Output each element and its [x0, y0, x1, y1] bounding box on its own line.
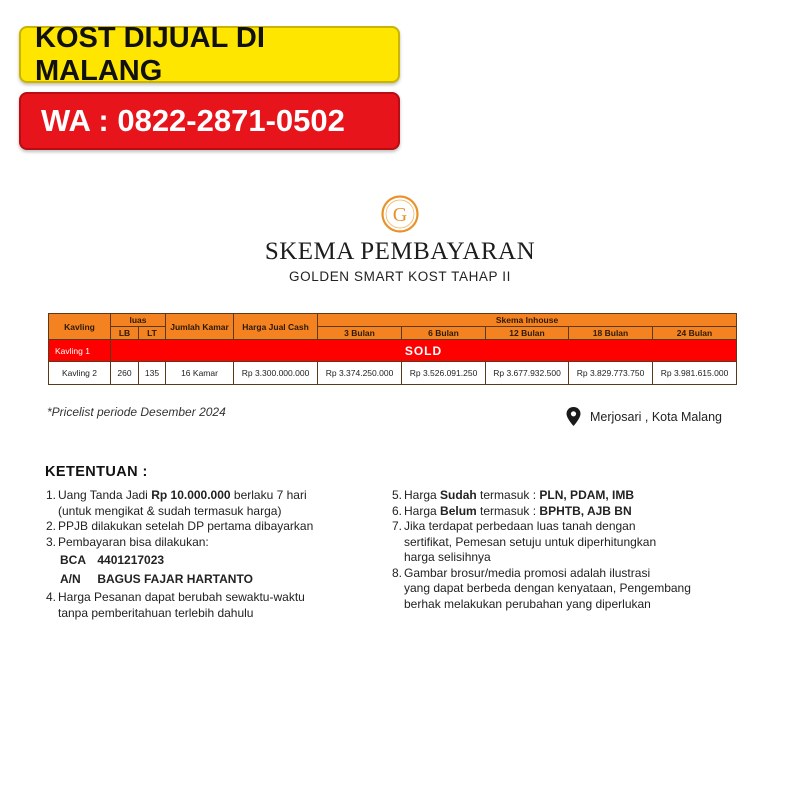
page-subtitle: GOLDEN SMART KOST TAHAP II	[289, 269, 511, 284]
list-item: 5. Harga Sudah termasuk : PLN, PDAM, IMB	[392, 488, 635, 502]
item-text: Harga	[404, 503, 441, 518]
item-text-bold: PLN, PDAM, IMB	[539, 488, 635, 502]
cell-6-bulan: Rp 3.526.091.250	[402, 362, 486, 385]
ketentuan-list-right	[392, 488, 752, 612]
item-text: tanpa pemberitahuan terlebih dahulu	[58, 605, 254, 620]
account-holder	[46, 572, 376, 588]
golden-logo-icon	[380, 194, 420, 234]
cell-cash: Rp 3.300.000.000	[234, 362, 318, 385]
header-skema-inhouse: Skema Inhouse	[318, 314, 737, 327]
header-tenor-12: 12 Bulan	[486, 327, 569, 340]
contact-banner-text: WA : 0822-2871-0502	[41, 103, 345, 138]
item-text: termasuk :	[476, 503, 540, 518]
cell-lt: 135	[139, 362, 166, 385]
item-text: yang dapat berbeda dengan kenyataan, Pengembang	[404, 581, 691, 595]
bank-label: BCA	[60, 553, 86, 567]
header-lb: LB	[111, 327, 139, 340]
cell-18-bulan: Rp 3.829.773.750	[569, 362, 653, 385]
item-text: sertifikat, Pemesan setuju untuk diperhitungkan	[404, 534, 657, 549]
item-text-bold: BPHTB, AJB BN	[539, 503, 632, 518]
table-row-sold	[49, 340, 737, 362]
cell-kavling-1: Kavling 1	[49, 340, 111, 362]
holder-label: A/N	[60, 571, 81, 586]
header-tenor-18: 18 Bulan	[569, 327, 653, 340]
item-text: PPJB dilakukan setelah DP pertama dibayarkan	[58, 519, 314, 533]
header-tenor-3: 3 Bulan	[318, 327, 402, 340]
cell-kamar: 16 Kamar	[166, 362, 234, 385]
list-item: 1. Uang Tanda Jadi Rp 10.000.000 berlaku 7 hari (untuk mengikat & sudah termasuk harga)	[46, 488, 307, 518]
item-text-bold: Belum	[440, 503, 477, 518]
cell-lb: 260	[111, 362, 139, 385]
price-table	[48, 313, 737, 385]
list-item: 4. Harga Pesanan dapat berubah sewaktu-waktu tanpa pemberitahuan terlebih dahulu	[46, 590, 305, 620]
item-text: Gambar brosur/media promosi adalah ilustrasi	[404, 565, 651, 580]
page-title: SKEMA PEMBAYARAN	[264, 238, 536, 265]
list-item: 6. Harga Belum termasuk : BPHTB, AJB BN	[392, 503, 632, 518]
item-text: Harga	[404, 488, 441, 502]
header-luas: luas	[111, 314, 166, 327]
location-text: Merjosari , Kota Malang	[590, 409, 723, 424]
item-text-bold: Sudah	[440, 488, 477, 502]
header-kavling: Kavling	[49, 314, 111, 340]
cell-3-bulan: Rp 3.374.250.000	[318, 362, 402, 385]
item-text: Uang Tanda Jadi	[58, 488, 152, 502]
item-text: (untuk mengikat & sudah termasuk harga)	[58, 503, 282, 518]
item-text: Harga Pesanan dapat berubah sewaktu-waktu	[58, 590, 305, 604]
bank-account	[46, 553, 376, 569]
sold-status: SOLD	[111, 340, 737, 362]
item-text: Jika terdapat perbedaan luas tanah dengan	[404, 519, 636, 533]
list-item: 7. Jika terdapat perbedaan luas tanah dengan sertifikat, Pemesan setuju untuk diperhitungkan harga selisihnya	[392, 519, 657, 564]
item-text: Pembayaran bisa dilakukan:	[58, 534, 209, 549]
title-banner-text: KOST DIJUAL DI MALANG	[35, 21, 265, 87]
location	[566, 407, 722, 426]
bank-number: 4401217023	[97, 553, 165, 567]
table-row	[49, 362, 737, 385]
cell-kavling-2: Kavling 2	[49, 362, 111, 385]
header-jumlah-kamar: Jumlah Kamar	[166, 314, 234, 340]
cell-12-bulan: Rp 3.677.932.500	[486, 362, 569, 385]
contact-banner	[19, 92, 400, 150]
cell-24-bulan: Rp 3.981.615.000	[653, 362, 737, 385]
map-pin-icon	[566, 407, 581, 426]
list-item: 2. PPJB dilakukan setelah DP pertama dibayarkan	[46, 519, 376, 535]
item-text: berlaku 7 hari	[230, 488, 307, 502]
ketentuan-title: KETENTUAN :	[45, 464, 148, 480]
item-text-bold: Rp 10.000.000	[151, 488, 231, 502]
ketentuan-list-left	[46, 488, 376, 621]
list-item: 3. Pembayaran bisa dilakukan:	[46, 535, 376, 551]
holder-name: BAGUS FAJAR HARTANTO	[97, 571, 253, 586]
list-item: 8. Gambar brosur/media promosi adalah ilustrasi yang dapat berbeda dengan kenyataan, Pengembang berhak melakukan perubahan yang diperlukan	[392, 565, 691, 611]
header-tenor-24: 24 Bulan	[653, 327, 737, 340]
item-text: harga selisihnya	[404, 550, 491, 564]
logo-letter: G	[392, 204, 408, 226]
item-text: termasuk :	[476, 488, 540, 502]
header-lt: LT	[139, 327, 166, 340]
item-text: berhak melakukan perubahan yang diperlukan	[404, 596, 651, 611]
header-harga-cash: Harga Jual Cash	[234, 314, 318, 340]
header-tenor-6: 6 Bulan	[402, 327, 486, 340]
pricelist-note: *Pricelist periode Desember 2024	[47, 405, 226, 419]
title-banner	[19, 21, 400, 87]
